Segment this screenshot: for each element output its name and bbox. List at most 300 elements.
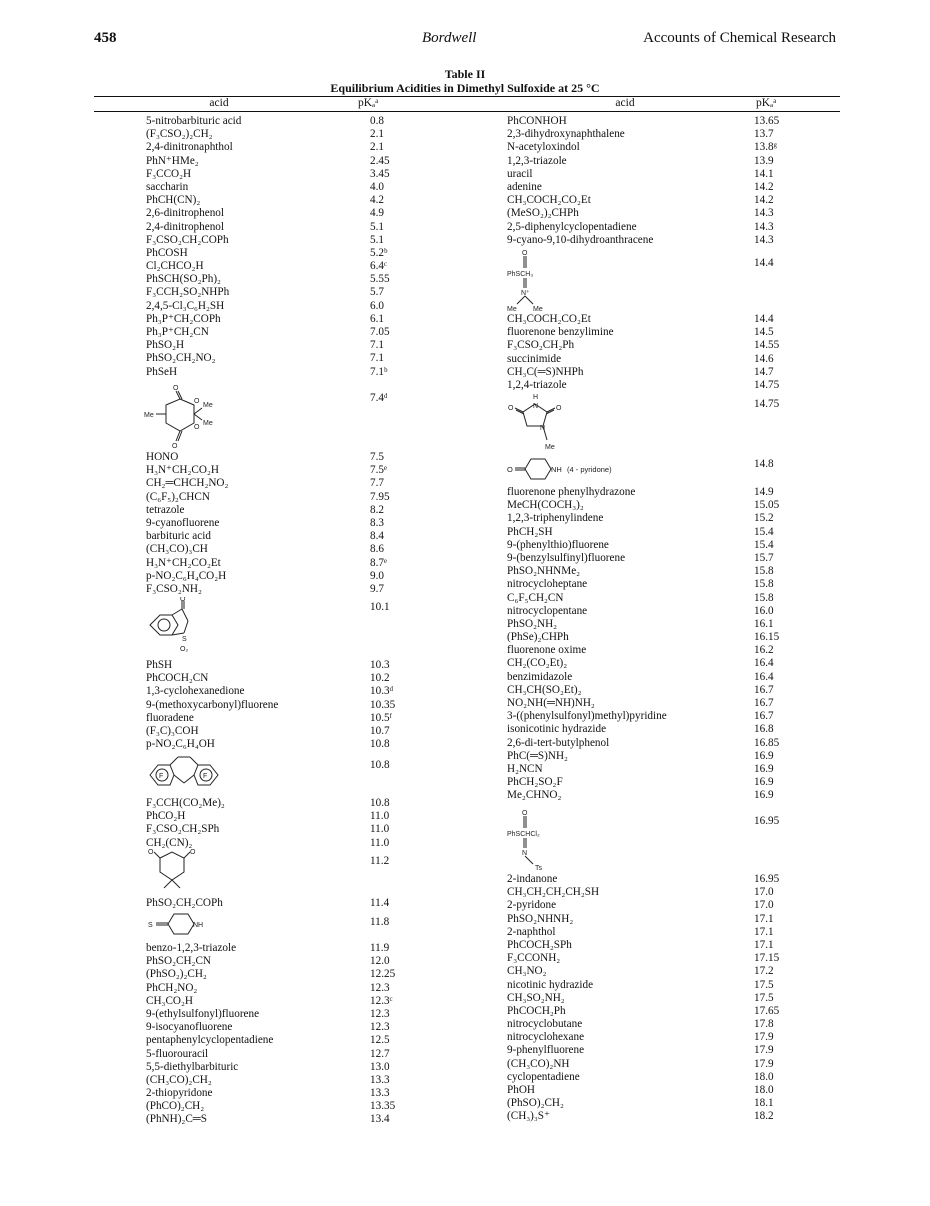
struct-sulfilimine xyxy=(507,808,587,872)
acid-name: PhCO₂H xyxy=(146,810,186,823)
pka-value: 5.55 xyxy=(370,273,390,286)
struct-label: O xyxy=(508,405,514,412)
pka-value: 7.1 xyxy=(370,352,384,365)
right-pka-block-1 xyxy=(754,115,779,247)
benzothiophenone-structure xyxy=(146,597,216,657)
acid-name: PhSO₂NHNMe₂ xyxy=(507,565,581,578)
pka-value: 12.3ᶜ xyxy=(370,994,393,1007)
acid-name: H₃N⁺CH₂CO₂H xyxy=(146,464,219,477)
pka-value: 12.25 xyxy=(370,968,396,981)
acid-name: 9-(methoxycarbonyl)fluorene xyxy=(146,698,279,711)
pka-value: 14.55 xyxy=(754,339,780,352)
struct-label: Me xyxy=(507,306,517,312)
acid-name: CH₃COCH₂CO₂Et xyxy=(507,313,591,325)
header-pka-right: pKₐᵃ xyxy=(756,97,777,109)
pka-value: 11.0 xyxy=(370,836,390,849)
right-acid-block-4 xyxy=(507,873,599,1124)
pka-value: 17.5 xyxy=(754,991,774,1004)
struct-trioxane-dione xyxy=(140,383,235,451)
acid-name: (PhSO)₂CH₂ xyxy=(507,1097,564,1110)
pka-value: 14.3 xyxy=(754,233,774,246)
pka-value: 9.0 xyxy=(370,569,384,582)
pka-value: 12.3 xyxy=(370,981,390,994)
left-acid-block-2 xyxy=(146,451,228,596)
pka-value: 6.0 xyxy=(370,299,384,312)
acid-name: 1,2,3-triazole xyxy=(507,154,567,167)
struct-label: H xyxy=(533,394,539,401)
struct-label: O xyxy=(522,250,528,257)
pka-value: 17.1 xyxy=(754,938,774,951)
header-pka-left: pKₐᵃ xyxy=(358,97,379,109)
pka-value: 15.2 xyxy=(754,512,774,525)
struct-pyridone xyxy=(507,455,647,483)
pka-value: 14.1 xyxy=(754,167,774,180)
acid-name: (F₃C)₃COH xyxy=(146,724,199,737)
acid-name: PhSO₂CH₂NO₂ xyxy=(146,352,216,365)
pka-value: 17.9 xyxy=(754,1044,774,1057)
struct-label: Me xyxy=(144,412,154,419)
pka-value: 10.3ᵈ xyxy=(370,685,394,698)
pka-value: 5.1 xyxy=(370,220,384,233)
acid-name: CH₂═CHCH₂NO₂ xyxy=(146,477,229,490)
pka-value: 14.6 xyxy=(754,352,774,365)
pka-value: 5.2ᵇ xyxy=(370,246,388,259)
left-pka-block-4 xyxy=(370,797,390,850)
struct-label: NH xyxy=(193,922,204,929)
acid-name: 9-cyano-9,10-dihydroanthracene xyxy=(507,233,654,246)
left-pka-struct-3: 10.8 xyxy=(370,759,390,771)
pka-value: 13.4 xyxy=(370,1113,390,1126)
left-acid-block-6 xyxy=(146,942,273,1127)
acid-name: fluorenone phenylhydrazone xyxy=(507,486,636,498)
acid-name: 2,4-dinitronaphthol xyxy=(146,141,233,154)
pka-value: 14.5 xyxy=(754,326,774,339)
difluorofluorene-structure xyxy=(146,753,224,795)
acid-name: PhCH₂NO₂ xyxy=(146,981,198,994)
acid-name: NO₂NH(═NH)NH₂ xyxy=(507,697,595,709)
acid-name: benzo-1,2,3-triazole xyxy=(146,942,237,954)
acid-name: 9-(ethylsulfonyl)fluorene xyxy=(146,1007,260,1020)
acid-name: 2,6-di-tert-butylphenol xyxy=(507,736,610,749)
struct-methylhydantoin xyxy=(507,392,577,452)
acid-name: nicotinic hydrazide xyxy=(507,978,594,991)
acid-name: 1,3-cyclohexanedione xyxy=(146,685,245,698)
acid-name: (CH₃CO)₃CH xyxy=(146,543,208,556)
acid-name: (F₃CSO₂)₂CH₂ xyxy=(146,128,213,141)
acid-name: CH₃COCH₂CO₂Et xyxy=(507,194,591,207)
pka-value: 16.9 xyxy=(754,789,774,802)
journal-title: Accounts of Chemical Research xyxy=(643,30,836,46)
pka-value: 17.9 xyxy=(754,1031,774,1044)
struct-label: NH xyxy=(551,465,562,474)
left-pka-struct-1: 7.4ᵈ xyxy=(370,392,388,404)
acid-name: 2,6-dinitrophenol xyxy=(146,207,224,220)
struct-label: F xyxy=(159,773,164,780)
acid-name: H₂NCN xyxy=(507,762,543,775)
struct-label: Me xyxy=(545,444,555,451)
author-name: Bordwell xyxy=(422,30,477,46)
acid-name: 9-phenylfluorene xyxy=(507,1044,585,1057)
acid-name: (PhNH)₂C═S xyxy=(146,1113,207,1126)
struct-label: O xyxy=(522,810,528,817)
struct-label: O xyxy=(556,405,562,412)
struct-label: Me xyxy=(203,420,213,427)
acid-name: N-acetyloxindol xyxy=(507,141,580,154)
sulfoximine-structure xyxy=(507,248,587,312)
pka-value: 13.7 xyxy=(754,128,774,141)
left-pka-block-3 xyxy=(370,659,395,751)
acid-name: MeCH(COCH₃)₂ xyxy=(507,499,584,512)
acid-name: (CH₃CO)₂NH xyxy=(507,1057,570,1070)
right-pka-struct-3: 14.8 xyxy=(754,458,774,470)
pka-value: 13.8ᵍ xyxy=(754,141,777,154)
acid-name: benzimidazole xyxy=(507,670,573,683)
pka-value: 12.7 xyxy=(370,1047,390,1060)
acid-name: 5,5-diethylbarbituric xyxy=(146,1060,239,1073)
left-pka-struct-4: 11.2 xyxy=(370,855,390,867)
pka-value: 3.45 xyxy=(370,167,390,180)
acid-name: PhSO₂CH₂CN xyxy=(146,955,212,968)
acid-name: PhSCH(SO₂Ph)₂ xyxy=(146,273,221,286)
acid-name: (PhSO₂)₂CH₂ xyxy=(146,968,207,981)
dimedone-structure xyxy=(146,848,216,896)
struct-label: O xyxy=(148,849,154,856)
pka-value: 7.5 xyxy=(370,451,384,463)
sulfilimine-structure xyxy=(507,808,587,872)
pka-value: 2.45 xyxy=(370,154,390,167)
acid-name: (C₆F₅)₂CHCN xyxy=(146,490,210,503)
acid-name: Cl₂CHCO₂H xyxy=(146,260,204,273)
acid-name: 9-(benzylsulfinyl)fluorene xyxy=(507,551,626,564)
acid-name: 5-fluorouracil xyxy=(146,1047,209,1060)
acid-name: nitrocyclopentane xyxy=(507,604,588,617)
struct-label: O xyxy=(194,398,200,405)
pka-value: 8.2 xyxy=(370,503,384,516)
pka-value: 17.5 xyxy=(754,978,774,991)
acid-name: F₃CSO₂CH₂SPh xyxy=(146,823,220,836)
pka-value: 17.65 xyxy=(754,1004,780,1017)
pka-value: 2.1 xyxy=(370,128,384,141)
pka-value: 7.7 xyxy=(370,477,384,490)
acid-name: 2,4,5-Cl₃C₆H₂SH xyxy=(146,299,225,312)
struct-label: F xyxy=(203,773,208,780)
acid-name: CH₃CH(SO₂Et)₂ xyxy=(507,683,582,696)
acid-name: PhCOCH₂SPh xyxy=(507,938,572,951)
pka-value: 16.9 xyxy=(754,762,774,775)
pka-value: 10.8 xyxy=(370,797,390,809)
pka-value: 8.3 xyxy=(370,516,384,529)
struct-label: N xyxy=(540,425,546,432)
left-acid-block-4 xyxy=(146,797,225,850)
pka-value: 11.0 xyxy=(370,810,390,823)
pka-value: 16.1 xyxy=(754,617,774,630)
struct-label: N xyxy=(522,850,528,857)
acid-name: H₃N⁺CH₂CO₂Et xyxy=(146,556,221,569)
pka-value: 14.2 xyxy=(754,194,774,207)
acid-name: nitrocyclobutane xyxy=(507,1018,583,1031)
pka-value: 11.4 xyxy=(370,897,390,909)
acid-name: Me₂CHNO₂ xyxy=(507,789,562,802)
acid-name: isonicotinic hydrazide xyxy=(507,723,607,736)
pka-value: 0.8 xyxy=(370,115,384,127)
pka-value: 13.35 xyxy=(370,1100,396,1113)
acid-name: PhSeH xyxy=(146,365,178,378)
pka-value: 14.75 xyxy=(754,378,780,391)
struct-sulfoximine xyxy=(507,248,587,312)
pka-value: 11.0 xyxy=(370,823,390,836)
pka-value: 17.0 xyxy=(754,886,774,899)
pka-value: 16.8 xyxy=(754,723,774,736)
acid-name: 5-nitrobarbituric acid xyxy=(146,115,242,127)
acid-name: PhOH xyxy=(507,1084,535,1096)
acid-name: cyclopentadiene xyxy=(507,1070,580,1083)
pka-value: 13.65 xyxy=(754,115,780,127)
left-pka-block-5 xyxy=(370,897,389,910)
acid-name: 9-isocyanofluorene xyxy=(146,1021,233,1034)
pka-value: 4.0 xyxy=(370,180,384,193)
pka-value: 10.8 xyxy=(370,738,390,751)
acid-name: PhC(═S)NH₂ xyxy=(507,749,568,762)
pka-value: 8.4 xyxy=(370,530,384,543)
pka-value: 17.2 xyxy=(754,965,774,978)
left-pka-struct-2: 10.1 xyxy=(370,601,390,613)
pka-value: 12.3 xyxy=(370,1007,390,1020)
acid-name: F₃CSO₂CH₂Ph xyxy=(507,339,575,352)
pka-value: 16.7 xyxy=(754,697,774,709)
acid-name: fluoradene xyxy=(146,711,194,724)
pka-value: 12.5 xyxy=(370,1034,390,1047)
pka-value: 15.4 xyxy=(754,538,774,551)
right-pka-struct-4: 16.95 xyxy=(754,815,780,827)
thiopyridone-structure xyxy=(146,908,216,938)
pka-value: 10.5ᶠ xyxy=(370,711,392,724)
pka-value: 16.9 xyxy=(754,749,774,762)
acid-name: nitrocyclohexane xyxy=(507,1031,585,1044)
pka-value: 14.2 xyxy=(754,180,774,193)
acid-name: (PhSe)₂CHPh xyxy=(507,631,569,644)
right-acid-block-2 xyxy=(507,313,614,392)
pka-value: 15.7 xyxy=(754,551,774,564)
struct-fluoradene-f xyxy=(146,753,224,795)
acid-name: F₃CCONH₂ xyxy=(507,952,561,965)
acid-name: PhCONHOH xyxy=(507,115,567,127)
acid-name: (PhCO)₂CH₂ xyxy=(146,1100,205,1113)
acid-name: fluorenone benzylimine xyxy=(507,326,614,339)
pka-value: 16.7 xyxy=(754,710,774,723)
pka-value: 5.7 xyxy=(370,286,384,299)
acid-name: 1,2,4-triazole xyxy=(507,378,567,391)
pka-value: 4.9 xyxy=(370,207,384,220)
acid-name: 2,5-diphenylcyclopentadiene xyxy=(507,220,637,233)
struct-label: S xyxy=(148,922,153,929)
pka-value: 5.1 xyxy=(370,233,384,246)
acid-name: PhCH(CN)₂ xyxy=(146,194,201,207)
acid-name: 2,3-dihydroxynaphthalene xyxy=(507,128,625,141)
pka-value: 15.8 xyxy=(754,565,774,578)
pyridone-structure xyxy=(507,455,647,483)
acid-name: nitrocycloheptane xyxy=(507,578,588,591)
acid-name: fluorenone oxime xyxy=(507,644,587,657)
pka-value: 16.4 xyxy=(754,670,774,683)
acid-name: PhSO₂NH₂ xyxy=(507,617,558,630)
struct-label: PhSCH₃ xyxy=(507,271,534,278)
pka-value: 7.5ᵉ xyxy=(370,464,387,477)
pka-value: 18.1 xyxy=(754,1097,774,1110)
acid-name: PhCH₂SO₂F xyxy=(507,776,563,789)
pka-value: 10.7 xyxy=(370,724,390,737)
struct-label: O xyxy=(190,849,196,856)
right-pka-block-3 xyxy=(754,486,779,803)
struct-label: PhSCHCl₂ xyxy=(507,831,540,838)
pka-value: 15.8 xyxy=(754,591,774,604)
acid-name: CH₃NO₂ xyxy=(507,965,547,978)
pka-value: 17.1 xyxy=(754,912,774,925)
acid-name: barbituric acid xyxy=(146,530,211,543)
pka-value: 17.0 xyxy=(754,899,774,912)
pka-value: 14.4 xyxy=(754,313,774,325)
acid-name: 2,4-dinitrophenol xyxy=(146,220,224,233)
pka-value: 15.8 xyxy=(754,578,774,591)
left-pka-struct-5: 11.8 xyxy=(370,916,390,928)
struct-thiopyridone xyxy=(146,908,216,938)
page-number: 458 xyxy=(94,30,117,46)
pka-value: 14.3 xyxy=(754,220,774,233)
struct-label: O₂ xyxy=(180,646,189,653)
pka-value: 7.95 xyxy=(370,490,390,503)
acid-name: PhCH₂SH xyxy=(507,525,553,538)
pka-value: 16.0 xyxy=(754,604,774,617)
pka-value: 8.7ᵉ xyxy=(370,556,387,569)
struct-label: Me xyxy=(203,402,213,409)
left-acid-block-1 xyxy=(146,115,241,379)
pka-value: 12.0 xyxy=(370,955,390,968)
right-pka-struct-2: 14.75 xyxy=(754,398,780,410)
running-head xyxy=(94,30,836,54)
left-pka-block-1 xyxy=(370,115,390,379)
pka-value: 16.95 xyxy=(754,873,780,885)
pka-value: 16.2 xyxy=(754,644,774,657)
acid-name: Ph₃P⁺CH₂COPh xyxy=(146,312,221,325)
acid-name: F₃CCH(CO₂Me)₂ xyxy=(146,797,225,809)
acid-name: 2-indanone xyxy=(507,873,558,885)
acid-name: 2-naphthol xyxy=(507,925,556,938)
acid-name: CH₃SO₂NH₂ xyxy=(507,991,565,1004)
pka-value: 10.3 xyxy=(370,659,390,671)
pka-value: 11.9 xyxy=(370,942,390,954)
hydantoin-structure xyxy=(507,392,577,452)
acid-name: Ph₃P⁺CH₂CN xyxy=(146,326,209,338)
pka-value: 14.7 xyxy=(754,365,774,378)
acid-name: PhCOCH₂Ph xyxy=(507,1004,566,1017)
struct-label: O xyxy=(173,385,179,392)
acid-name: CH₃CO₂H xyxy=(146,994,193,1007)
pka-value: 17.15 xyxy=(754,952,780,965)
pka-value: 17.1 xyxy=(754,925,774,938)
struct-label: O xyxy=(172,443,178,450)
struct-label: Ts xyxy=(535,865,542,872)
acid-name: tetrazole xyxy=(146,503,185,516)
acid-name: 9-cyanofluorene xyxy=(146,516,220,529)
acid-name: PhSO₂NHNH₂ xyxy=(507,912,574,925)
pka-value: 6.1 xyxy=(370,312,384,325)
pka-value: 7.1ᵇ xyxy=(370,365,388,378)
pka-value: 4.2 xyxy=(370,194,384,207)
struct-benzothiophenone-dioxide xyxy=(146,597,216,657)
struct-dimedone xyxy=(146,848,216,896)
pka-value: 16.4 xyxy=(754,657,774,670)
acid-name: F₃CSO₂NH₂ xyxy=(146,582,202,595)
pka-value: 6.4ᶜ xyxy=(370,260,387,273)
pka-value: 2.1 xyxy=(370,141,384,154)
right-acid-block-1 xyxy=(507,115,653,247)
struct-label: O xyxy=(180,597,186,603)
struct-label: Me xyxy=(533,306,543,312)
pka-value: 14.9 xyxy=(754,486,774,498)
acid-name: p-NO₂C₆H₄CO₂H xyxy=(146,569,227,582)
pka-value: 10.35 xyxy=(370,698,396,711)
acid-name: 1,2,3-triphenylindene xyxy=(507,512,604,525)
acid-name: (CH₃)₃S⁺ xyxy=(507,1110,550,1123)
struct-label: N xyxy=(533,403,539,410)
pka-value: 13.3 xyxy=(370,1087,390,1100)
table-caption xyxy=(94,67,836,95)
pka-value: 7.05 xyxy=(370,326,390,338)
acid-name: CH₃CH₂CH₂CH₂SH xyxy=(507,886,600,899)
acid-name: 3-((phenylsulfonyl)methyl)pyridine xyxy=(507,710,667,723)
acid-name: PhSO₂CH₂COPh xyxy=(146,897,223,909)
pka-value: 10.2 xyxy=(370,672,390,685)
acid-name: adenine xyxy=(507,180,542,193)
pka-value: 15.4 xyxy=(754,525,774,538)
pka-value: 13.0 xyxy=(370,1060,390,1073)
acid-name: C₆F₅CH₂CN xyxy=(507,591,564,604)
acid-name: PhSH xyxy=(146,659,173,671)
pka-value: 18.0 xyxy=(754,1084,774,1096)
pka-value: 18.2 xyxy=(754,1110,774,1123)
acid-name: F₃CSO₂CH₂COPh xyxy=(146,233,229,246)
struct-label: (4 - pyridone) xyxy=(567,465,612,474)
right-pka-block-4 xyxy=(754,873,779,1124)
acid-name: 2-pyridone xyxy=(507,899,557,912)
acid-name: pentaphenylcyclopentadiene xyxy=(146,1034,274,1047)
acid-name: PhN⁺HMe₂ xyxy=(146,154,199,167)
pka-value: 18.0 xyxy=(754,1070,774,1083)
struct-label: N⁺ xyxy=(521,290,530,297)
acid-name: uracil xyxy=(507,167,533,180)
trioxane-dione-structure xyxy=(140,383,235,451)
acid-name: (CH₃CO)₂CH₂ xyxy=(146,1073,212,1086)
pka-value: 9.7 xyxy=(370,582,384,595)
acid-name: CH₃C(═S)NHPh xyxy=(507,365,584,378)
acid-name: CH₂(CO₂Et)₂ xyxy=(507,657,568,670)
acid-name: CH₂(CN)₂ xyxy=(146,836,193,849)
pka-value: 13.9 xyxy=(754,154,774,167)
acid-name: HONO xyxy=(146,451,179,463)
acid-name: (MeSO₂)₂CHPh xyxy=(507,207,579,220)
acid-name: F₃CCO₂H xyxy=(146,167,192,180)
struct-label: O xyxy=(194,424,200,431)
header-acid-left: acid xyxy=(209,97,229,109)
right-pka-block-2 xyxy=(754,313,779,392)
pka-value: 8.6 xyxy=(370,543,384,556)
table-label: Table II xyxy=(444,67,486,81)
pka-value: 13.3 xyxy=(370,1073,390,1086)
pka-value: 14.3 xyxy=(754,207,774,220)
pka-value: 15.05 xyxy=(754,499,780,512)
pka-value: 12.3 xyxy=(370,1021,390,1034)
pka-value: 17.8 xyxy=(754,1018,774,1031)
pka-value: 16.9 xyxy=(754,776,774,789)
